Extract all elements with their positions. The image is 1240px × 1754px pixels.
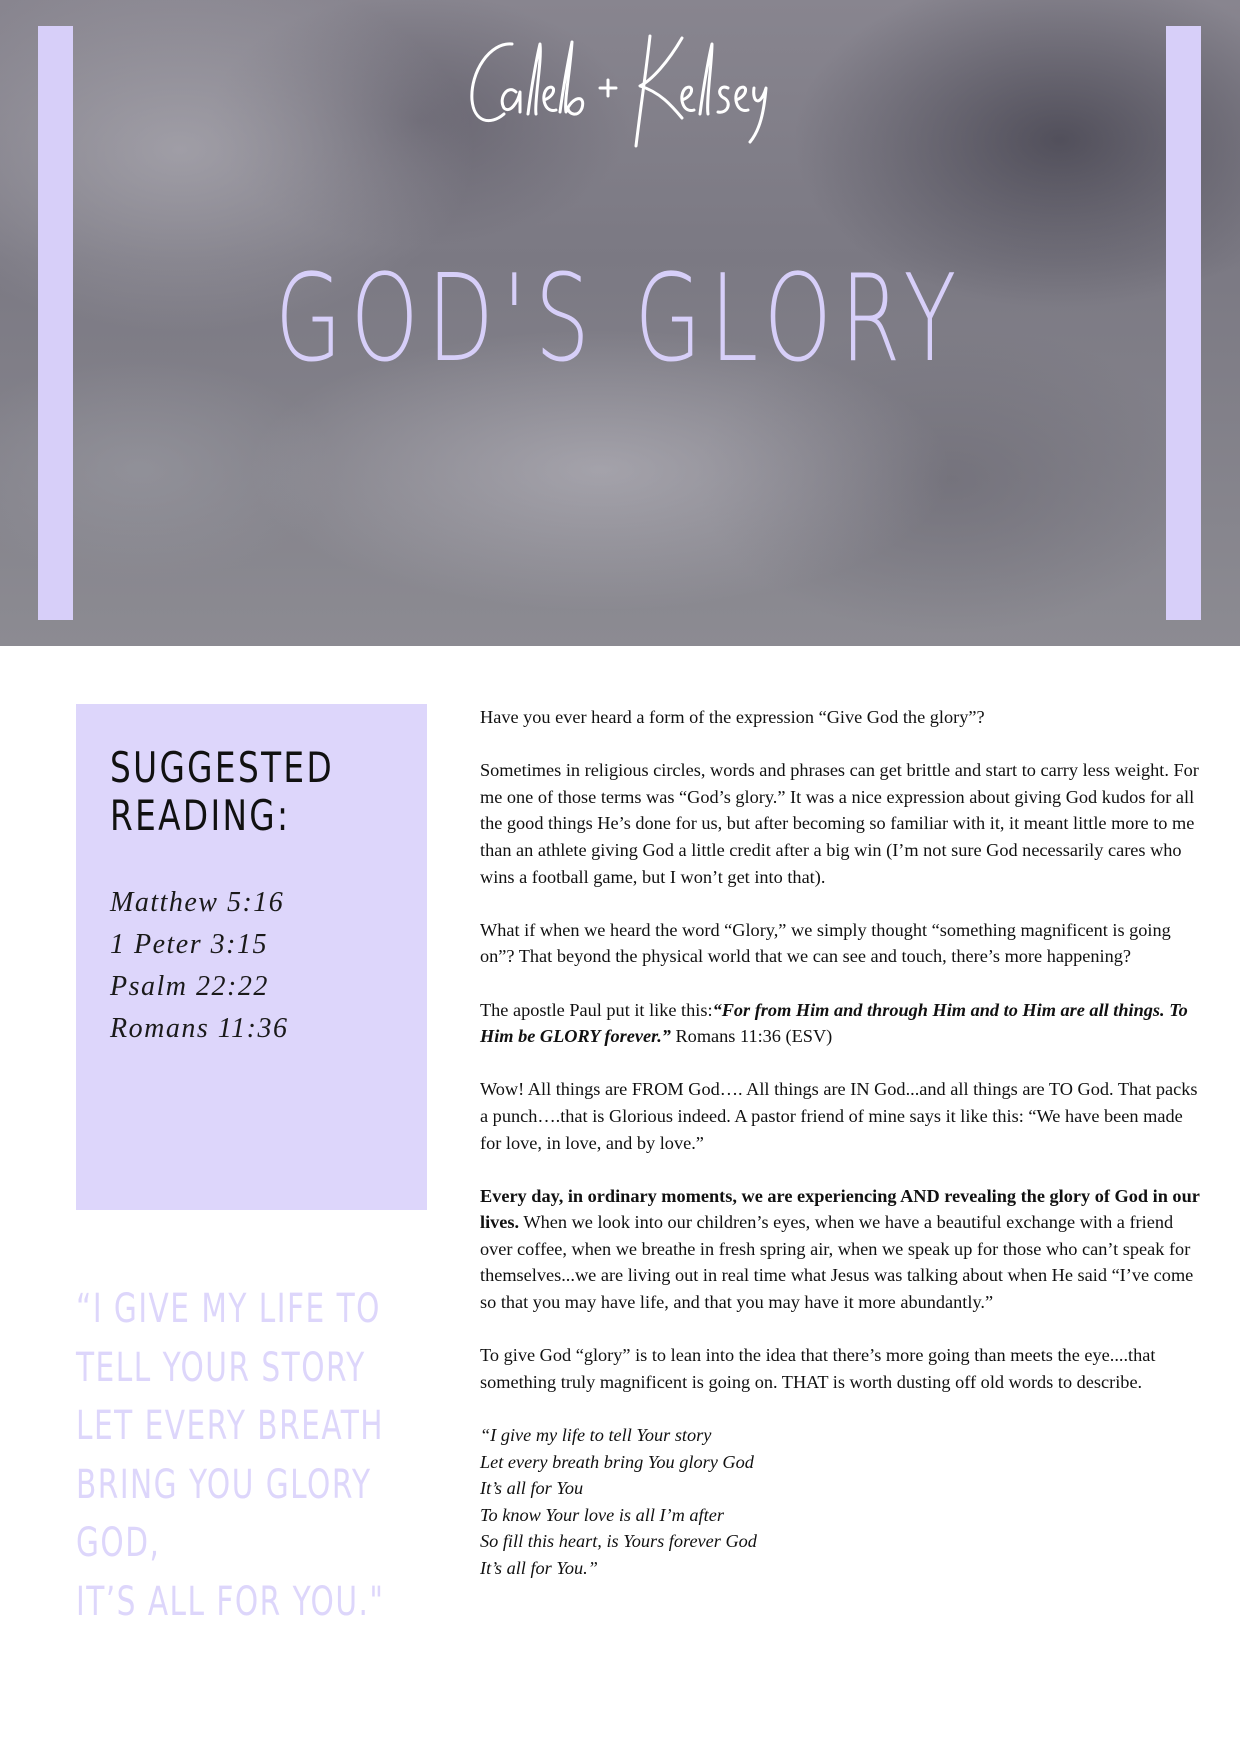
suggested-reading-heading bbox=[110, 744, 344, 840]
caleb-kelsey-logo bbox=[460, 22, 780, 152]
article-paragraph: To give God “glory” is to lean into the idea that there’s more going than meets the eye....that something truly magnificent is going on. THAT is worth dusting off old words to describe. bbox=[480, 1345, 1156, 1392]
emphasis-text: Every day, in ordinary moments, we are experiencing AND revealing the glory of God in our lives. bbox=[480, 1185, 1200, 1233]
article-paragraph: What if when we heard the word “Glory,” we simply thought “something magnificent is going on”? That beyond the physical world that we can see and touch, there’s more happening? bbox=[480, 919, 1171, 967]
article-paragraph-emphasis bbox=[480, 1183, 1207, 1316]
suggested-reading-box bbox=[76, 704, 427, 1210]
article-paragraph: Have you ever heard a form of the expression “Give God the glory”? bbox=[480, 707, 985, 727]
article-paragraph: Wow! All things are FROM God…. All things are IN God...and all things are TO God. That packs a punch….that is Glorious indeed. A pastor friend of mine says it like this: “We have been made for love, in love, and by love.” bbox=[480, 1079, 1198, 1153]
pull-quote bbox=[76, 1280, 385, 1631]
lyric-line: It’s all for You.” bbox=[480, 1558, 598, 1578]
reading-item: Romans 11:36 bbox=[110, 1013, 289, 1044]
pull-quote-line: LET EVERY BREATH bbox=[76, 1403, 385, 1449]
left-accent-bar bbox=[38, 26, 73, 620]
hero-banner bbox=[0, 0, 1240, 646]
pull-quote-line: TELL YOUR STORY bbox=[76, 1344, 366, 1391]
heading-line-2: READING: bbox=[110, 791, 291, 840]
scripture-reference: Romans 11:36 (ESV) bbox=[670, 1026, 833, 1047]
article-paragraph-scripture bbox=[480, 997, 1207, 1050]
lyric-line: To know Your love is all I’m after bbox=[480, 1504, 724, 1525]
reading-item: 1 Peter 3:15 bbox=[110, 929, 268, 960]
lyric-line: “I give my life to tell Your story bbox=[480, 1425, 712, 1446]
lyric-line: So fill this heart, is Yours forever God bbox=[480, 1531, 757, 1552]
pull-quote-line: IT’S ALL FOR YOU." bbox=[76, 1578, 385, 1625]
reading-list bbox=[110, 882, 288, 1050]
right-accent-bar bbox=[1166, 26, 1201, 620]
lyric-line: Let every breath bring You glory God bbox=[480, 1451, 754, 1472]
heading-line-1: SUGGESTED bbox=[110, 743, 335, 792]
song-lyrics bbox=[480, 1422, 1207, 1582]
scripture-lead: The apostle Paul put it like this: bbox=[480, 999, 713, 1020]
pull-quote-line: BRING YOU GLORY bbox=[76, 1461, 372, 1508]
pull-quote-line: GOD, bbox=[76, 1520, 161, 1566]
pull-quote-line: “I GIVE MY LIFE TO bbox=[76, 1286, 381, 1332]
article-paragraph: Sometimes in religious circles, words and phrases can get brittle and start to carry less weight. For me one of those terms was “God’s glory.” It was a nice expression about giving God kudos for all the good things He’s done for us, but after becoming so familiar with it, it meant little more to me than an athlete giving God a little credit after a big win (I’m not sure God necessarily cares who wins a football game, but I won’t get into that). bbox=[480, 760, 1199, 887]
reading-item: Psalm 22:22 bbox=[110, 971, 269, 1002]
emphasis-continuation: When we look into our children’s eyes, when we have a beautiful exchange with a friend over coffee, when we breathe in fresh spring air, when we speak up for those who can’t speak for themselves...we are living out in real time what Jesus was talking about when He said “I’ve come so that you may have life, and that you may have it more abundantly.” bbox=[480, 1212, 1194, 1313]
reading-item: Matthew 5:16 bbox=[110, 887, 285, 918]
lyric-line: It’s all for You bbox=[480, 1478, 584, 1499]
page-title: GOD'S GLORY bbox=[275, 250, 965, 389]
scripture-quote: “For from Him and through Him and to Him are all things. To Him be GLORY forever.” bbox=[480, 999, 1188, 1047]
article-body bbox=[480, 704, 1207, 1582]
